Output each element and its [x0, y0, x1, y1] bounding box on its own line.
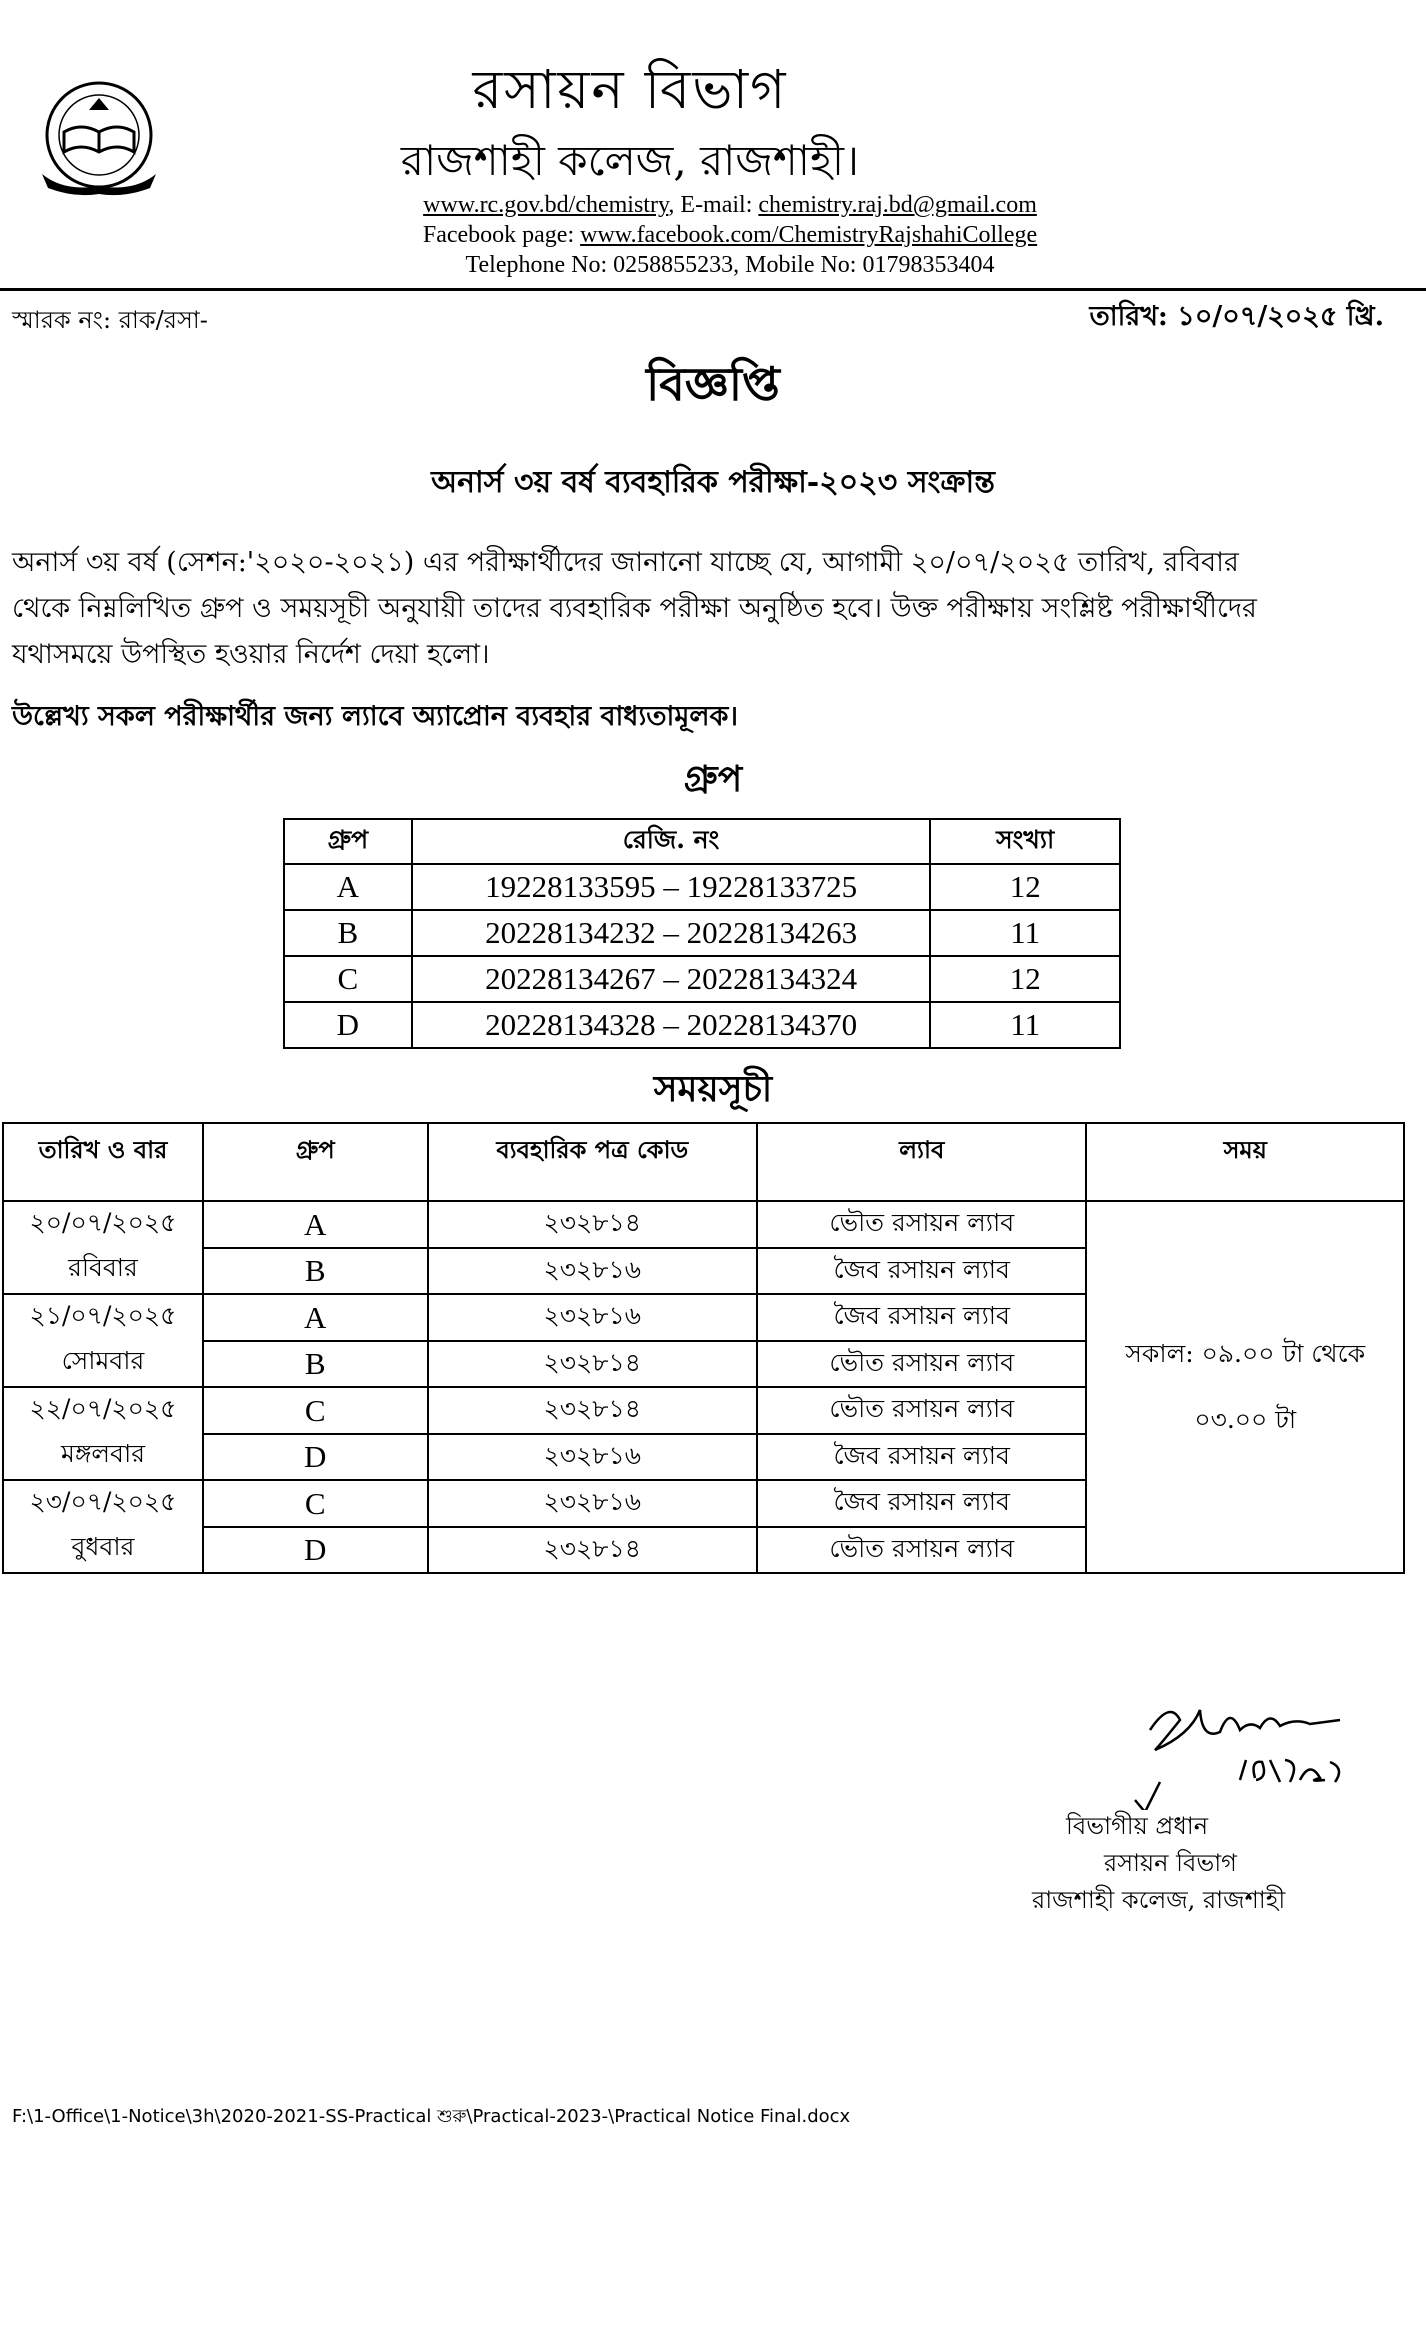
signature-scribble-icon — [1130, 1690, 1370, 1810]
weekday-cell: রবিবার — [3, 1248, 203, 1294]
group-cell: C — [284, 956, 412, 1002]
date-cell: ২১/০৭/২০২৫ — [3, 1294, 203, 1341]
table-header-row — [3, 1123, 1404, 1201]
date-cell: ২২/০৭/২০২৫ — [3, 1387, 203, 1434]
count-cell: 12 — [930, 956, 1120, 1002]
table-row — [3, 1201, 1404, 1248]
code-cell: ২৩২৮১৬ — [428, 1248, 758, 1294]
date-cell: ২০/০৭/২০২৫ — [3, 1201, 203, 1248]
contact-web-email — [200, 192, 1260, 219]
header-cell: তারিখ ও বার — [3, 1123, 203, 1201]
notice-date: তারিখ: ১০/০৭/২০২৫ খ্রি. — [1089, 301, 1384, 332]
count-cell: 11 — [930, 910, 1120, 956]
apron-note: উল্লেখ্য সকল পরীক্ষার্থীর জন্য ল্যাবে অ্যাপ্রোন ব্যবহার বাধ্যতামূলক। — [12, 701, 739, 732]
facebook-link[interactable]: www.facebook.com/ChemistryRajshahiCollege — [580, 222, 1038, 248]
contact-facebook — [200, 222, 1260, 249]
memo-number: স্মারক নং: রাক/রসা- — [12, 306, 208, 334]
reg-range-cell: 20228134328 – 20228134370 — [412, 1002, 931, 1048]
notice-subject: অনার্স ৩য় বর্ষ ব্যবহারিক পরীক্ষা-২০২৩ সংক্রান্ত — [431, 465, 995, 500]
code-cell: ২৩২৮১৪ — [428, 1201, 758, 1248]
lab-cell: ভৌত রসায়ন ল্যাব — [757, 1201, 1086, 1248]
file-path: F:\1-Office\1-Notice\3h\2020-2021-SS-Practical শুরু\Practical-2023-\Practical Notice Final.docx — [12, 2106, 851, 2127]
code-cell: ২৩২৮১৪ — [428, 1341, 758, 1387]
paragraph-line: থেকে নিম্নলিখিত গ্রুপ ও সময়সূচী অনুযায়ী তাদের ব্যবহারিক পরীক্ষা অনুষ্ঠিত হবে। উক্ত পরীক্ষায় সংশ্লিষ্ট পরীক্ষার্থীদের — [12, 593, 1257, 624]
group-cell: A — [284, 864, 412, 910]
paragraph-line: যথাসময়ে উপস্থিত হওয়ার নির্দেশ দেয়া হলো। — [12, 639, 490, 670]
college-logo — [34, 70, 164, 200]
group-cell: C — [203, 1387, 428, 1434]
groups-section-title: গ্রুপ — [683, 758, 743, 800]
groups-table — [283, 818, 1121, 1049]
time-line: ০৩.০০ টা — [1194, 1405, 1297, 1434]
group-cell: D — [203, 1527, 428, 1573]
header-cell: গ্রুপ — [284, 819, 412, 864]
college-title: রাজশাহী কলেজ, রাজশাহী। — [400, 136, 860, 185]
header-cell: ব্যবহারিক পত্র কোড — [428, 1123, 758, 1201]
reg-range-cell: 20228134232 – 20228134263 — [412, 910, 931, 956]
lab-cell: ভৌত রসায়ন ল্যাব — [757, 1527, 1086, 1573]
group-cell: B — [203, 1341, 428, 1387]
notice-paragraph — [12, 540, 1412, 678]
college-seal-icon — [34, 70, 164, 200]
lab-cell: জৈব রসায়ন ল্যাব — [757, 1294, 1086, 1341]
header-cell: রেজি. নং — [412, 819, 931, 864]
paragraph-line: অনার্স ৩য় বর্ষ (সেশন:'২০২০-২০২১) এর পরীক্ষার্থীদের জানানো যাচ্ছে যে, আগামী ২০/০৭/২০২৫ তারিখ, রবিবার — [12, 547, 1239, 578]
header-cell: গ্রুপ — [203, 1123, 428, 1201]
signatory-title: বিভাগীয় প্রধান — [1066, 1812, 1209, 1840]
website-link[interactable]: www.rc.gov.bd/chemistry — [423, 192, 669, 218]
lab-cell: জৈব রসায়ন ল্যাব — [757, 1480, 1086, 1527]
group-cell: B — [284, 910, 412, 956]
header-cell: ল্যাব — [757, 1123, 1086, 1201]
code-cell: ২৩২৮১৬ — [428, 1294, 758, 1341]
code-cell: ২৩২৮১৬ — [428, 1480, 758, 1527]
table-row — [284, 956, 1120, 1002]
code-cell: ২৩২৮১৪ — [428, 1527, 758, 1573]
group-cell: D — [284, 1002, 412, 1048]
table-row — [284, 864, 1120, 910]
lab-cell: ভৌত রসায়ন ল্যাব — [757, 1341, 1086, 1387]
time-line: সকাল: ০৯.০০ টা থেকে — [1125, 1339, 1366, 1368]
lab-cell: জৈব রসায়ন ল্যাব — [757, 1434, 1086, 1480]
header-cell: সময় — [1086, 1123, 1404, 1201]
lab-cell: ভৌত রসায়ন ল্যাব — [757, 1387, 1086, 1434]
reg-range-cell: 20228134267 – 20228134324 — [412, 956, 931, 1002]
lab-cell: জৈব রসায়ন ল্যাব — [757, 1248, 1086, 1294]
group-cell: C — [203, 1480, 428, 1527]
group-cell: A — [203, 1201, 428, 1248]
header-cell: সংখ্যা — [930, 819, 1120, 864]
group-cell: B — [203, 1248, 428, 1294]
reg-range-cell: 19228133595 – 19228133725 — [412, 864, 931, 910]
schedule-table — [2, 1122, 1405, 1574]
group-cell: D — [203, 1434, 428, 1480]
time-cell — [1086, 1201, 1404, 1573]
email-link[interactable]: chemistry.raj.bd@gmail.com — [758, 192, 1037, 218]
contact-telephone: Telephone No: 0258855233, Mobile No: 01798353404 — [465, 252, 995, 278]
code-cell: ২৩২৮১৬ — [428, 1434, 758, 1480]
schedule-section-title: সময়সূচী — [653, 1068, 773, 1110]
facebook-label: Facebook page: — [422, 222, 581, 248]
weekday-cell: মঙ্গলবার — [3, 1434, 203, 1480]
code-cell: ২৩২৮১৪ — [428, 1387, 758, 1434]
group-cell: A — [203, 1294, 428, 1341]
signatory-department: রসায়ন বিভাগ — [1104, 1849, 1237, 1877]
handwritten-signature — [1130, 1690, 1370, 1810]
count-cell: 12 — [930, 864, 1120, 910]
email-label: , E-mail: — [668, 192, 759, 218]
weekday-cell: সোমবার — [3, 1341, 203, 1387]
date-cell: ২৩/০৭/২০২৫ — [3, 1480, 203, 1527]
table-row — [284, 910, 1120, 956]
header-divider — [0, 288, 1426, 291]
table-header-row — [284, 819, 1120, 864]
weekday-cell: বুধবার — [3, 1527, 203, 1573]
signatory-college: রাজশাহী কলেজ, রাজশাহী — [1032, 1886, 1286, 1914]
department-title: রসায়ন বিভাগ — [472, 58, 788, 121]
table-row — [284, 1002, 1120, 1048]
count-cell: 11 — [930, 1002, 1120, 1048]
notice-title: বিজ্ঞপ্তি — [646, 357, 780, 411]
